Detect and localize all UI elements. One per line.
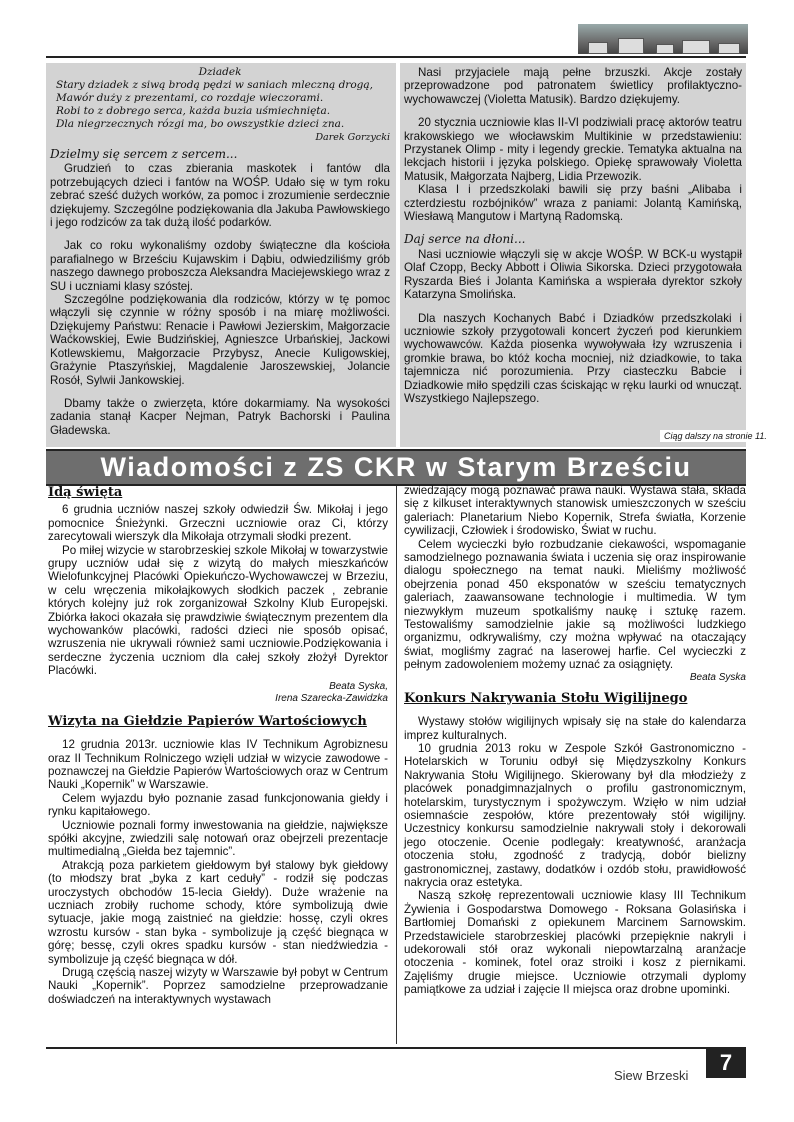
article-title-gielda: Wizyta na Giełdzie Papierów Wartościowych [48,713,367,729]
paragraph: Celem wycieczki było rozbudzanie ciekawości, wspomaganie samodzielnego poznawania świata i uczenia się oraz inspirowanie dialogu społecznego na temat nauki. Mieliśmy możliwość obejrzenia ponad 450 eksponatów w sześciu tematycznych galeriach, zaawansowane technologie i multimedia. W tym niezwykłym muzeum spotkaliśmy naukę i sztukę razem. Testowaliśmy samodzielnie jakie są możliwości ludzkiego organizmu, odkrywaliśmy, czy można wpływać na otaczający świat, mogliśmy zagrać na laserowej harfie. Cel wycieczki z pełnym zadowoleniem możemy uznać za osiągnięty. [404,537,746,672]
poem-author: Darek Gorzycki [315,132,390,143]
paragraph: Naszą szkołę reprezentowali uczniowie klasy III Technikum Żywienia i Gospodarstwa Domowego - Roksana Golasińska i Bartłomiej Domański z opiekunem Marcinem Sarnowskim. Przedstawiciele starobrzeskiej placówki przepięknie nakryli i udekorowali stół oraz wykonali niepowtarzalną aranżacje otoczenia - kominek, fotel oraz stroiki i kosz z piernikami. Zajęliśmy drugie miejsce. Uczniowie otrzymali dyplomy pamiątkowe za udział i zajęcie II miejsca oraz drobne upominki. [404,889,746,997]
section-banner [46,449,746,486]
byline: Beata Syska [689,671,746,683]
bottom-right-column [404,484,746,997]
paragraph: Po miłej wizycie w starobrzeskiej szkole Mikołaj w towarzystwie grupy uczniów udał się z wizytą do małych mieszkańców Wielofunkcyjnej Placówki Opiekuńczo-Wychowawczej w Brzeziu, w celu wręczenia mikołajkowych słodkich paczek , zebranie których kolejny już rok zorganizował Szkolny Klub Europejski. Zbiórka łakoci okazała się prawdziwie świątecznym prezentem dla wychowanków placówki, radości dzieci nie sposób opisać, wzruszenia nie ukrywali również sami uczniowie.Podziękowania i serdeczne życzenia uczniom dla całej szkoły złożył Dyrektor Placówki. [48,543,388,678]
paragraph: Grudzień to czas zbierania maskotek i fantów dla potrzebujących dzieci i fantów na WOŚP. Udało się w tym roku zebrać sześć dużych worków, za pomoc i zrozumienie serdecznie dziękujemy. Szczególne podziękowania dla Jakuba Pawłowskiego i jego rodziców za tak dużą ilość podarków. [50,162,390,230]
paragraph: 20 stycznia uczniowie klas II-VI podziwiali pracę aktorów teatru krakowskiego we włocławskim Multikinie w przedstawieniu: Przystanek Olimp - mity i legendy greckie. Tematyka aktualna na lekcjach historii i języka polskiego. Opiekę sprawowały Violetta Matusik, Małgorzata Najberg, Lidia Przewozik. [404,116,742,183]
byline: Irena Szarecka-Zawidzka [275,692,388,704]
section-banner-title: Wiadomości z ZS CKR w Starym Brześciu [100,452,692,482]
publication-name: Siew Brzeski [614,1068,689,1083]
poem-title: Dziadek [198,66,242,78]
paragraph: zwiedzający mogą poznawać prawa nauki. Wystawa stała, składa się z kilkuset interaktywnych stanowisk umieszczonych w sześciu galeriach: Planetarium Niebo Kopernik, Strefa światła, Korzenie cywilizacji, Człowiek i środowisko, Świat w ruchu. [404,484,746,538]
continued-note: Ciąg dalszy na stronie 11. [660,430,771,442]
poem-line: Dla niegrzecznych rózgi ma, bo owszystkie dzieci zna. [56,118,345,130]
paragraph: Drugą częścią naszej wizyty w Warszawie był pobyt w Centrum Nauki „Kopernik”. Poprzez samodzielne przeprowadzanie doświadczeń na interaktywnych wystawach [48,966,388,1006]
footer-rule [46,1047,746,1049]
paragraph: Szczególne podziękowania dla rodziców, którzy w tę pomoc włączyli się czynnie w różny sposób i na miarę możliwości. Dziękujemy Państwu: Renacie i Pawłowi Jezierskim, Małgorzacie Waćkowskiej, Ewie Budzińskiej, Agnieszce Urbańskiej, Jackowi Kotlewskiemu, Małgorzacie Przybysz, Anecie Kuligowskiej, Grażynie Ptaszyńskiej, Magdalenie Jaroszewskiej, Jolancie Rosół, Sylwii Jankowskiej. [50,293,390,387]
paragraph: Nasi uczniowie włączyli się w akcje WOŚP. W BCK-u wystąpił Olaf Czopp, Becky Abbott i Oliwia Sikorska. Dzieci przygotowała Ryszarda Bieś i Jolanta Kamińska a wspierała dyrektor szkoły Katarzyna Smolińska. [404,247,742,302]
top-panel-divider [396,63,400,447]
paragraph: Uczniowie poznali formy inwestowania na giełdzie, największe spółki akcyjne, zwiedzili salę notowań oraz obejrzeli prezentacje multimedialną „Giełda bez tajemnic”. [48,818,388,859]
paragraph: Dla naszych Kochanych Babć i Dziadków przedszkolaki i uczniowie szkoły przygotowali koncert życzeń pod kierunkiem wychowawców. Każda piosenka wywoływała łzy wzruszenia i gromkie brawa, bo któż kocha mocniej, niż dziadkowie, to taka tajemnicza nić porozumienia. Przy ciasteczku Babcie i Dziadkowie miło spędzili czas ściskając w ręku laurki od wnucząt. Wszystkiego Najlepszego. [404,311,742,405]
heading-hand: Daj serce na dłoni... [404,232,526,247]
byline: Beata Syska, [329,680,388,692]
top-left-column [50,66,390,437]
page-number: 7 [706,1048,746,1078]
poem-line: Robi to z dobrego serca, każda buzia uśmiechnięta. [56,105,331,117]
paragraph: Nasi przyjaciele mają pełne brzuszki. Akcje zostały przeprowadzone pod patronatem świetlicy profilaktyczno-wychowawczej (Violetta Matusik). Bardzo dziękujemy. [404,66,742,106]
paragraph: Wystawy stołów wigilijnych wpisały się na stałe do kalendarza imprez kulturalnych. [404,715,746,742]
top-right-column [404,66,742,405]
poem-line: Mawór duży z prezentami, co rozdaje wieczorami. [56,92,324,104]
paragraph: Klasa I i przedszkolaki bawili się przy baśni „Alibaba i czterdziestu rozbójników” wraza z paniami: Jolantą Kamińską, Wiesławą Mangutow i Martyną Radomską. [404,183,742,224]
article-title-konkurs: Konkurs Nakrywania Stołu Wigilijnego [404,690,688,706]
paragraph: 10 grudnia 2013 roku w Zespole Szkół Gastronomiczno - Hotelarskich w Toruniu odbył się Międzyszkolny Konkurs Nakrywania Stołu Wigilijnego. Skierowany był dla młodzieży z placówek ponadgimnazjalnych o profilu gastronomicznym, hotelarskim, turystycznym i spożywczym. Wzięło w nim udział osiemnaście zespołów, które prezentowały stół wigilijny. Uczestnicy konkursu samodzielnie nakrywali stoły i dekorowali jego otoczenie. Ocenie podlegały: kreatywność, aranżacja otoczenia stołu, zgodność z tradycją, dobór bielizny gastronomicznej, zastawy, dodatków i ozdób stołu, prawidłowość nakrycia oraz estetyka. [404,741,746,889]
paragraph: Atrakcją poza parkietem giełdowym był stalowy byk giełdowy (to młodszy brat „byka z kart ceduły” - rodził się podczas uroczystych obchodów 15-lecia Giełdy). Duże wrażenie na uczniach zrobiły ruchome schody, które symbolizują dwie sytuacje, jakie mogą zaistnieć na giełdzie: hossę, czyli okres wzrostu kursów - stan byka - symbolizuje ją część biegnąca w górę; bessę, czyli okres spadku kursów - stan niedźwiedzia - symbolizuje ją część biegnąca w dół. [48,858,388,966]
poem-line: Stary dziadek z siwą brodą pędzi w saniach mleczną drogą, [56,79,373,91]
paragraph: 12 grudnia 2013r. uczniowie klas IV Technikum Agrobiznesu oraz II Technikum Rolniczego wzięli udział w wizycie zawodowe - poznawczej na Giełdzie Papierów Wartościowych oraz w Centrum Nauki „Kopernik” w Warszawie. [48,738,388,792]
paragraph: 6 grudnia uczniów naszej szkoły odwiedził Św. Mikołaj i jego pomocnice Śnieżynki. Grzeczni uczniowie oraz Ci, którzy zarecytowali wierszyk dla Mikołaja otrzymali słodki prezent. [48,503,388,544]
heading-share: Dzielmy się sercem z sercem... [50,147,238,161]
paragraph: Celem wyjazdu było poznanie zasad funkcjonowania giełdy i rynku kapitałowego. [48,791,388,819]
paragraph: Jak co roku wykonaliśmy ozdoby świąteczne dla kościoła parafialnego w Brześciu Kujawskim i Dąbiu, odwiedziliśmy grób naszego dawnego proboszcza Aleksandra Maciejewskiego wraz z SU i uczniami klasy szóstej. [50,239,390,293]
header-village-photo [578,24,748,54]
column-divider [396,486,397,1044]
poem [50,66,390,144]
article-title-ida-swieta: Idą święta [48,485,123,500]
bottom-left-column [48,486,388,1006]
header-rule [46,56,746,58]
paragraph: Dbamy także o zwierzęta, które dokarmiamy. Na wysokości zadania stanął Kacper Nejman, Patryk Bachorski i Paulina Gładewska. [50,396,390,437]
